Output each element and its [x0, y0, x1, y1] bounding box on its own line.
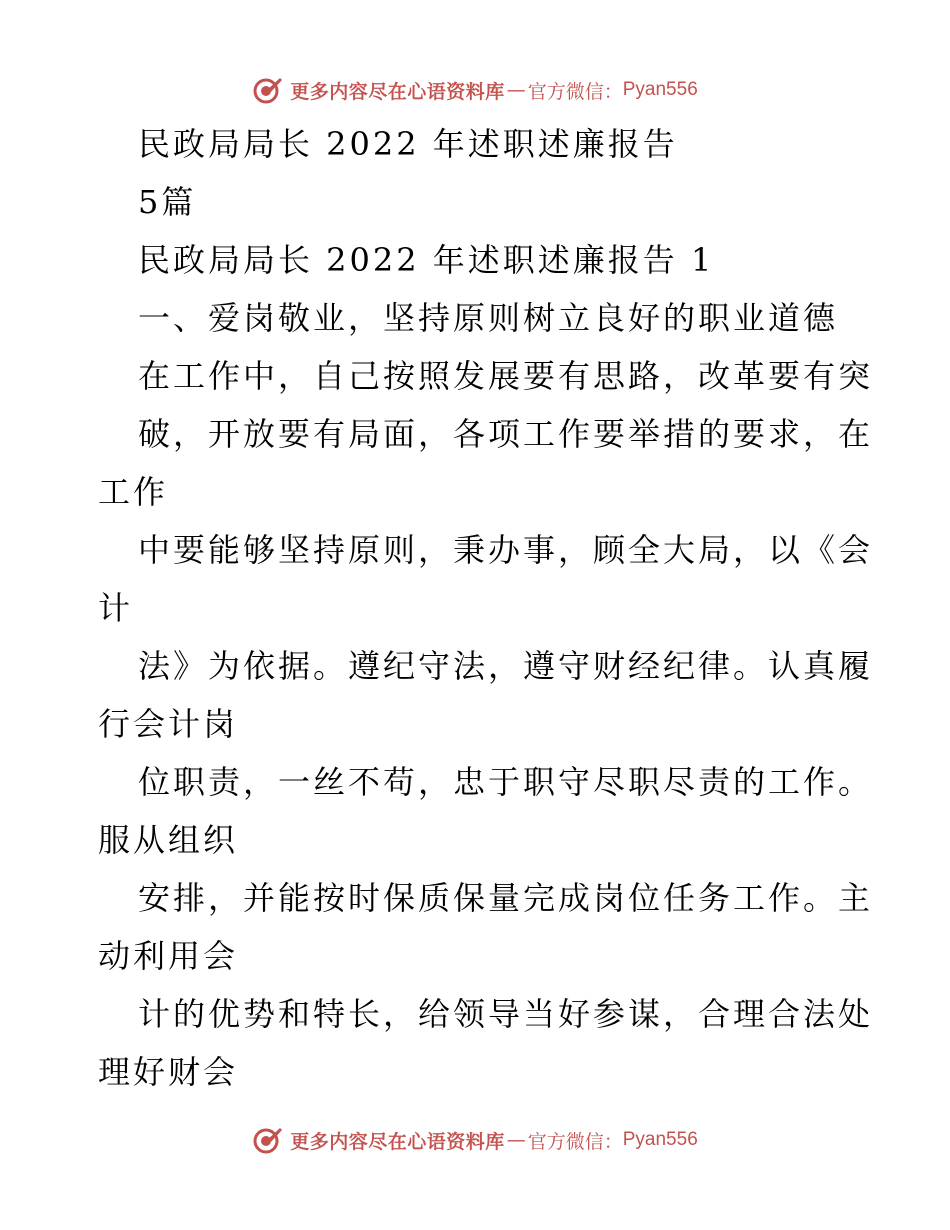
watermark-wechat-label: 官方微信： — [527, 1130, 623, 1153]
pen-nib-circle-icon — [252, 74, 284, 106]
watermark-text: 更多内容尽在心语资料库 — [290, 1130, 505, 1153]
paragraph-line: 计 — [98, 589, 134, 627]
paragraph-line: 破，开放要有局面，各项工作要举措的要求，在 — [138, 415, 874, 453]
paragraph-line: 工作 — [98, 473, 169, 511]
document-title-count: 5篇 — [138, 183, 197, 221]
paragraph-line: 位职责，一丝不苟，忠于职守尽职尽责的工作。 — [138, 763, 874, 801]
watermark-dash: — — [506, 79, 526, 101]
watermark-wechat-id: Pyan556 — [622, 79, 698, 100]
paragraph-line: 中要能够坚持原则，秉办事，顾全大局，以《会 — [138, 531, 874, 569]
paragraph-line: 服从组织 — [98, 821, 239, 859]
paragraph-line: 理好财会 — [98, 1053, 239, 1091]
watermark-dash: — — [506, 1129, 526, 1151]
paragraph-line: 动利用会 — [98, 937, 239, 975]
watermark-wechat-id: Pyan556 — [622, 1129, 698, 1150]
pen-nib-circle-icon — [252, 1124, 284, 1156]
paragraph-line: 行会计岗 — [98, 705, 239, 743]
paragraph-line: 法》为依据。遵纪守法，遵守财经纪律。认真履 — [138, 647, 874, 685]
header-watermark — [0, 70, 950, 110]
section-heading: 一、爱岗敬业，坚持原则树立良好的职业道德 — [138, 299, 839, 337]
document-title: 民政局局长 2022 年述职述廉报告 — [138, 125, 678, 163]
paragraph-line: 安排，并能按时保质保量完成岗位任务工作。主 — [138, 879, 874, 917]
paragraph-line: 在工作中，自己按照发展要有思路，改革要有突 — [138, 357, 874, 395]
watermark-wechat-label: 官方微信： — [527, 80, 623, 103]
footer-watermark — [0, 1120, 950, 1160]
watermark-text: 更多内容尽在心语资料库 — [290, 80, 505, 103]
paragraph-line: 计的优势和特长，给领导当好参谋，合理合法处 — [138, 995, 874, 1033]
section-title: 民政局局长 2022 年述职述廉报告 1 — [138, 241, 715, 279]
